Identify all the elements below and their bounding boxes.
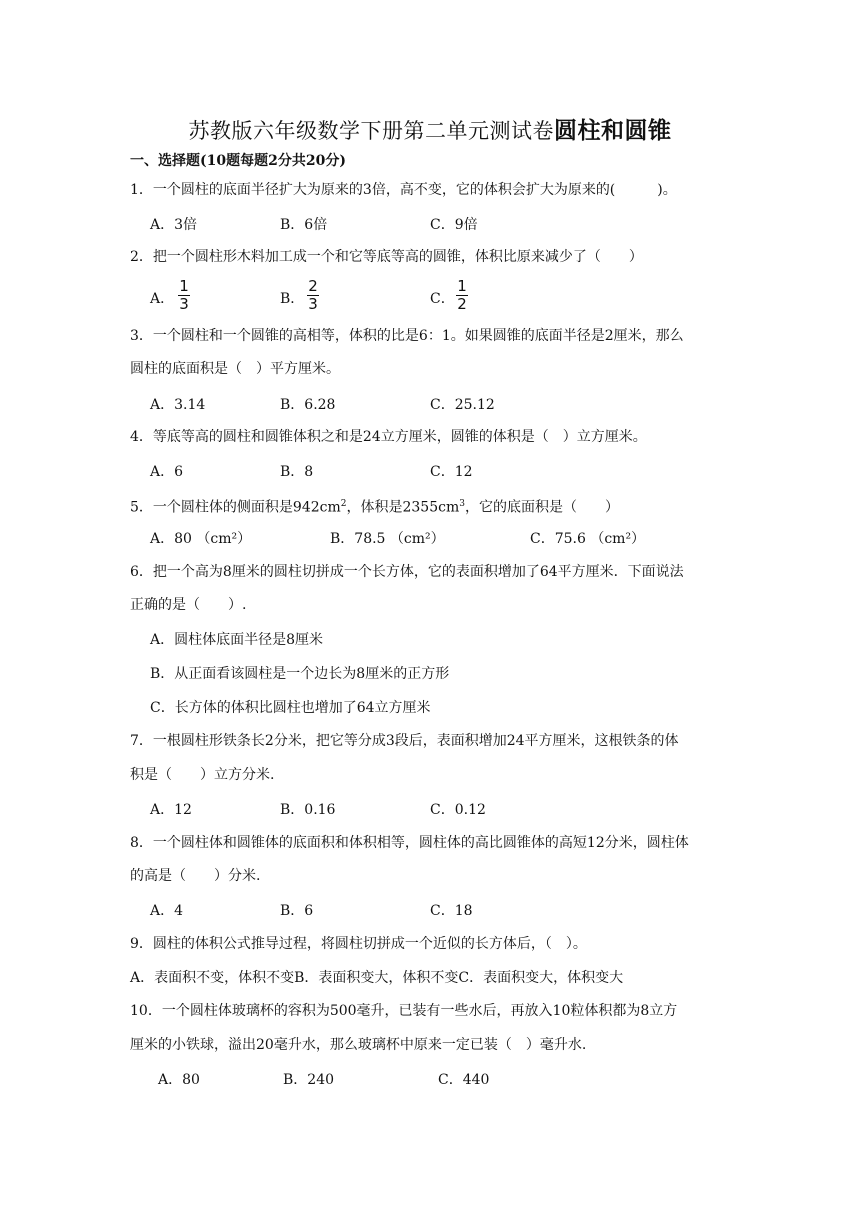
option-a: A．3.14 — [150, 397, 206, 413]
q5-sup-2: 3 — [459, 499, 465, 509]
question-10-options — [158, 1069, 758, 1089]
question-9: 9．圆柱的体积公式推导过程，将圆柱切拼成一个近似的长方体后，（ ）。 — [130, 936, 587, 952]
question-6-option-a — [150, 629, 750, 649]
question-10-line-1: 10．一个圆柱体玻璃杯的容积为500毫升，已装有一些水后，再放入10粒体积都为8立方 — [130, 1003, 678, 1019]
option-a: A．80 （cm²） — [150, 531, 252, 547]
numerator: 1 — [179, 277, 189, 295]
option-c-label: C． — [430, 291, 455, 307]
question-7-line-2: 积是（ ）立方分米. — [130, 767, 275, 783]
option-b: B．8 — [280, 464, 314, 480]
question-4-options — [150, 461, 750, 481]
question-2-options — [150, 278, 750, 318]
section-heading: 一、选择题(10题每题2分共20分) — [130, 153, 346, 169]
question-7-line-1: 7．一根圆柱形铁条长2分米，把它等分成3段后，表面积增加24平方厘米，这根铁条的体 — [130, 733, 679, 749]
option-c: C．18 — [430, 903, 473, 919]
title-normal: 苏教版六年级数学下册第二单元测试卷 — [188, 119, 554, 143]
q5-part-a: 5．一个圆柱体的侧面积是942cm — [130, 499, 341, 516]
question-8-line-1: 8．一个圆柱体和圆锥体的底面积和体积相等，圆柱体的高比圆锥体的高短12分米，圆柱体 — [130, 835, 689, 851]
question-7-options — [150, 799, 750, 819]
option-c: C．9倍 — [430, 217, 478, 233]
option-c: C．12 — [430, 464, 473, 480]
fraction-two-thirds — [307, 278, 319, 313]
numerator: 1 — [457, 277, 467, 295]
question-3-options — [150, 394, 750, 414]
option-c: C．440 — [438, 1072, 490, 1088]
option-c: C．75.6 （cm²） — [530, 531, 646, 547]
question-3-line-2: 圆柱的底面积是（ ）平方厘米。 — [130, 361, 340, 377]
option-a: A．4 — [150, 903, 184, 919]
fraction-one-third — [178, 278, 190, 313]
q5-sup-1: 2 — [340, 499, 347, 509]
question-6-option-b — [150, 663, 750, 683]
option-b: B．0.16 — [280, 802, 336, 818]
option-a: A．6 — [150, 464, 184, 480]
denominator: 2 — [457, 295, 467, 313]
question-6-option-c — [150, 697, 750, 717]
title-bold: 圆柱和圆锥 — [554, 117, 672, 144]
page-title — [0, 112, 860, 145]
denominator: 3 — [179, 295, 189, 313]
option-b: B．6倍 — [280, 217, 328, 233]
option-a-label: A． — [150, 291, 175, 307]
question-5-options — [150, 528, 750, 548]
option-c: C．25.12 — [430, 397, 495, 413]
option-b: B．从正面看该圆柱是一个边长为8厘米的正方形 — [150, 666, 450, 682]
question-4: 4．等底等高的圆柱和圆锥体积之和是24立方厘米，圆锥的体积是（ ）立方厘米。 — [130, 429, 647, 445]
question-9-options: A．表面积不变，体积不变B．表面积变大，体积不变C．表面积变大，体积变大 — [130, 970, 624, 986]
question-8-options — [150, 900, 750, 920]
option-b: B．6.28 — [280, 397, 336, 413]
numerator: 2 — [308, 277, 318, 295]
option-a: A．圆柱体底面半径是8厘米 — [150, 632, 324, 648]
option-a: A．80 — [158, 1072, 200, 1088]
question-1-options — [150, 214, 750, 234]
question-2: 2．把一个圆柱形木料加工成一个和它等底等高的圆锥，体积比原来减少了（ ） — [130, 249, 643, 265]
option-b: B．6 — [280, 903, 314, 919]
option-b: B．78.5 （cm²） — [330, 531, 445, 547]
question-6-line-1: 6．把一个高为8厘米的圆柱切拼成一个长方体，它的表面积增加了64平方厘米．下面说法 — [130, 564, 684, 580]
question-8-line-2: 的高是（ ）分米. — [130, 868, 261, 884]
option-b-label: B． — [280, 291, 305, 307]
question-3-line-1: 3．一个圆柱和一个圆锥的高相等，体积的比是6：1。如果圆锥的底面半径是2厘米，那么 — [130, 328, 684, 344]
fraction-one-half — [456, 278, 468, 313]
denominator: 3 — [308, 295, 318, 313]
option-b: B．240 — [283, 1072, 335, 1088]
option-c: C．0.12 — [430, 802, 486, 818]
question-6-line-2: 正确的是（ ）. — [130, 597, 247, 613]
option-a: A．12 — [150, 802, 192, 818]
question-10-line-2: 厘米的小铁球，溢出20毫升水，那么玻璃杯中原来一定已装（ ）毫升水. — [130, 1037, 587, 1053]
option-c: C．长方体的体积比圆柱也增加了64立方厘米 — [150, 700, 431, 716]
q5-part-c: ，它的底面积是（ ） — [464, 499, 619, 516]
option-a: A．3倍 — [150, 217, 198, 233]
question-1: 1．一个圆柱的底面半径扩大为原来的3倍，高不变，它的体积会扩大为原来的( )。 — [130, 182, 677, 198]
question-5 — [130, 494, 735, 518]
q5-part-b: ，体积是2355cm — [346, 499, 460, 516]
